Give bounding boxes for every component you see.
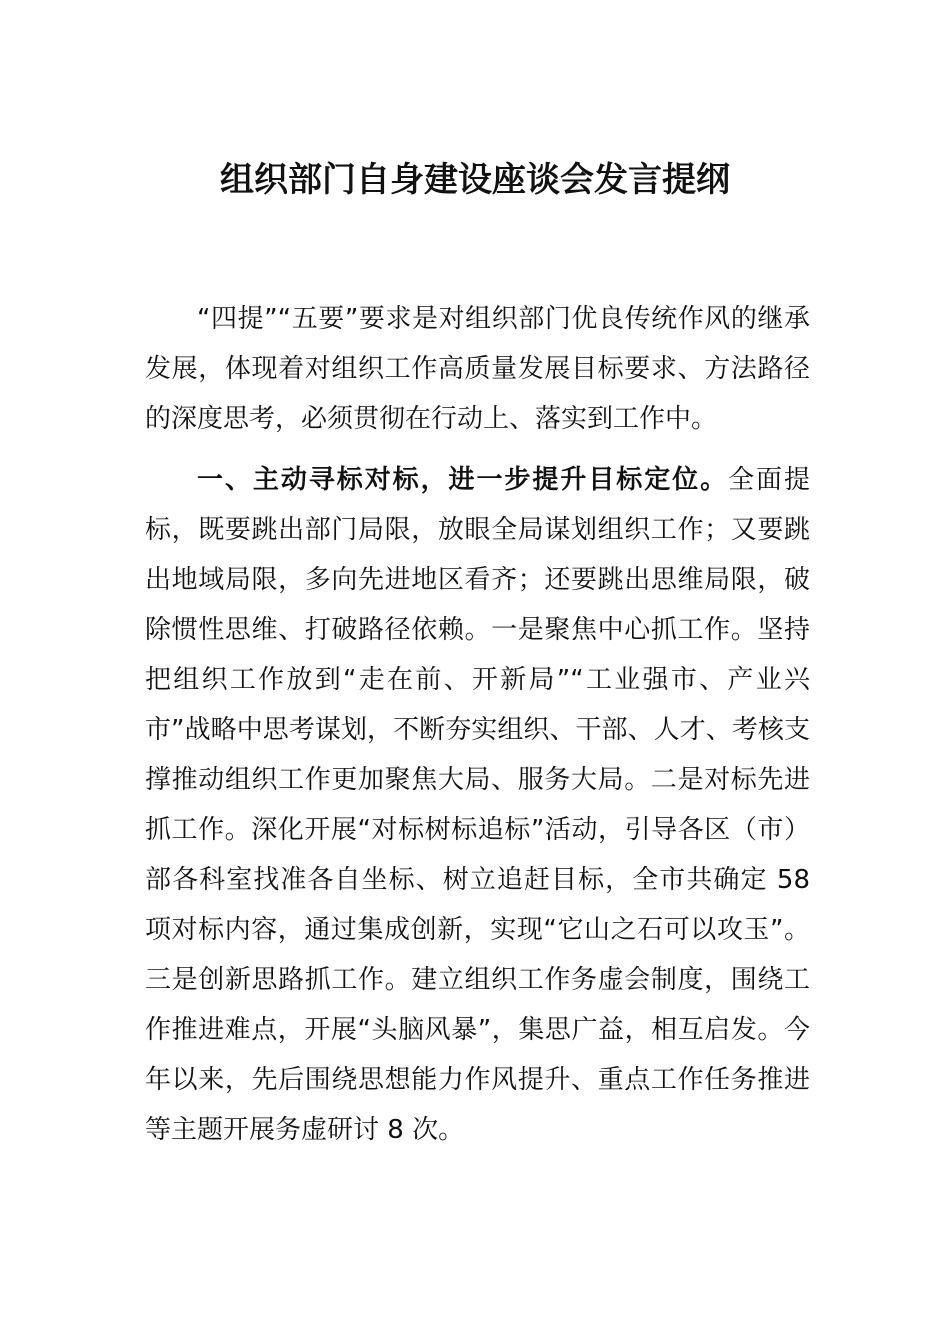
section-one-text: 全面提标，既要跳出部门局限，放眼全局谋划组织工作；又要跳出地域局限，多向先进地区看齐；还要跳出思维局限，破除惯性思维、打破路径依赖。一是聚焦中心抓工作。坚持把组织工作放到“走在前、开新局”“工业强市、产业兴市”战略中思考谋划，不断夯实组织、干部、人才、考核支撑推动组织工作更加聚焦大局、服务大局。二是对标先进抓工作。深化开展“对标树标追标”活动，引导各区（市）部各科室找准各自坐标、树立追赶目标，全市共确定 58 项对标内容，通过集成创新，实现“它山之石可以攻玉”。三是创新思路抓工作。建立组织工作务虚会制度，围绕工作推进难点，开展“头脑风暴”，集思广益，相互启发。今年以来，先后围绕思想能力作风提升、重点工作任务推进等主题开展务虚研讨 8 次。 [145,465,810,1145]
document-body [145,294,810,1155]
paragraph-section-one [145,455,810,1155]
section-one-heading: 一、主动寻标对标，进一步提升目标定位。 [197,465,729,495]
paragraph-intro [145,294,810,444]
document-title: 组织部门自身建设座谈会发言提纲 [220,160,730,200]
paragraph-intro-text: “四提”“五要”要求是对组织部门优良传统作风的继承发展，体现着对组织工作高质量发展目标要求、方法路径的深度思考，必须贯彻在行动上、落实到工作中。 [145,304,810,434]
